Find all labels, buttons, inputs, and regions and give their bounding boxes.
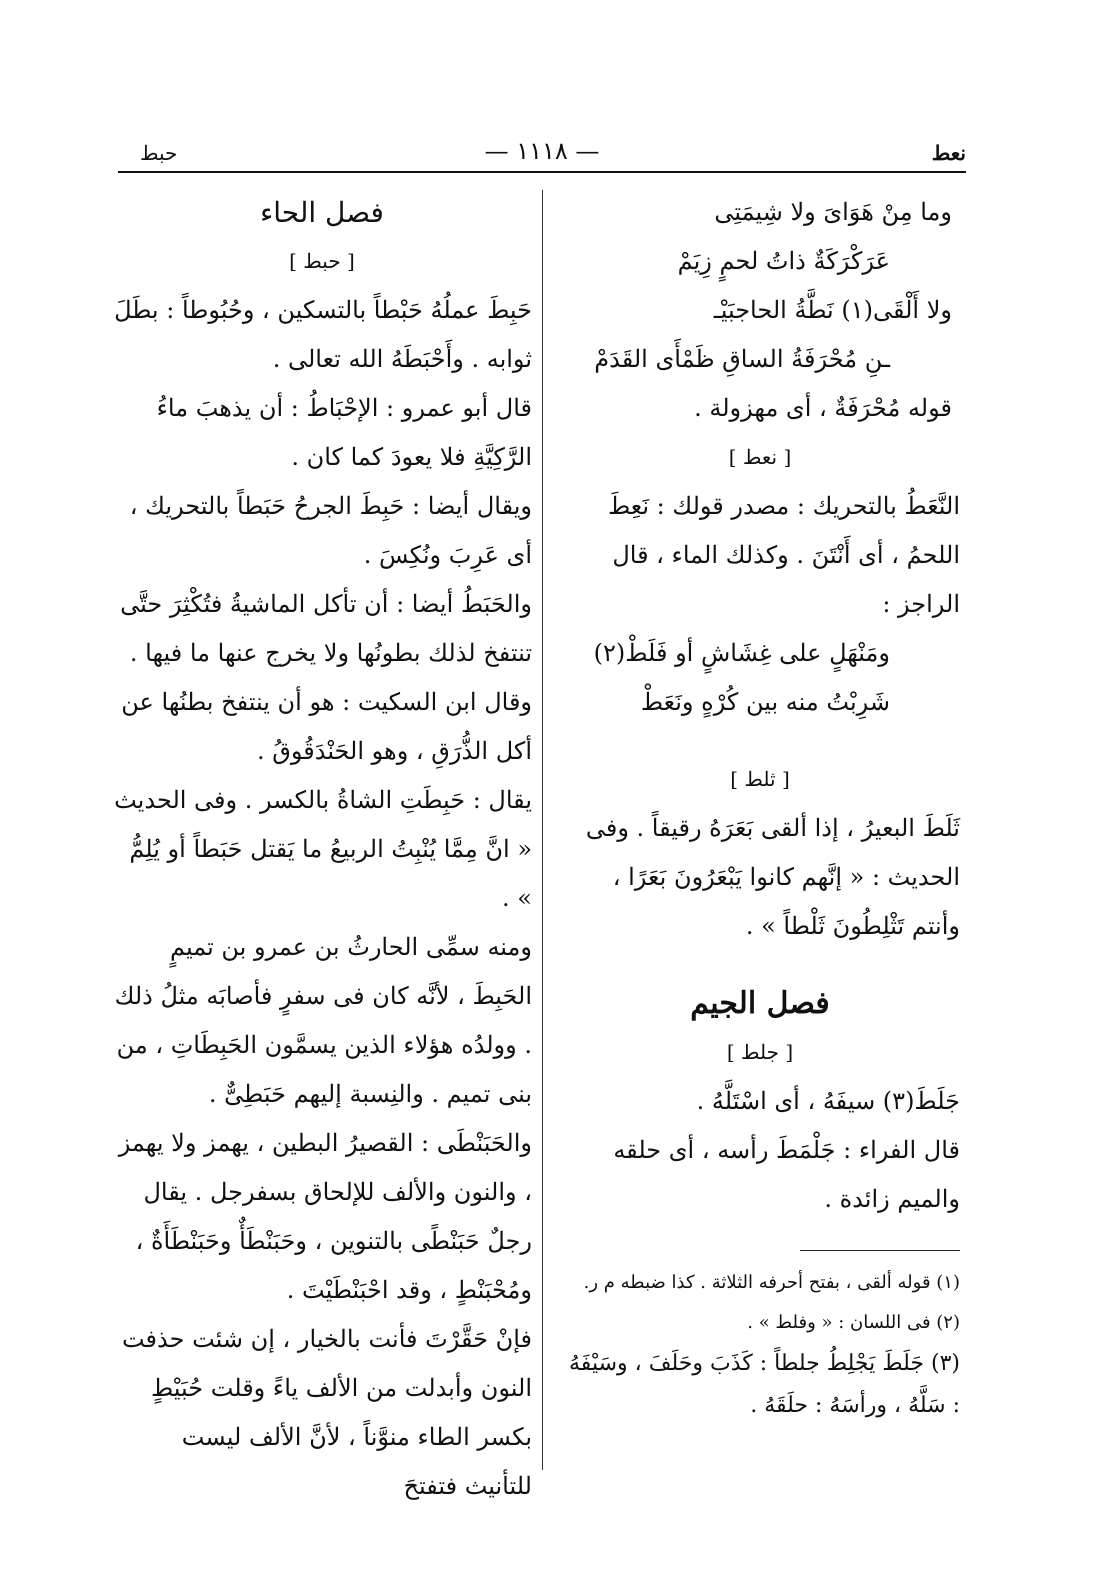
paragraph: يقال : حَبِطَتِ الشاةُ بالكسر . وفى الحديث « انَّ مِمَّا يُنْبِتُ الربيعُ ما يَقتل حَبَطاً أو يُلِمُّ » . (114, 786, 532, 912)
gloss: قوله مُحْرَفَةٌ ، أى مهزولة . (694, 394, 952, 422)
headword-naat: [ نعط ] (728, 445, 792, 469)
entry-jalat: جَلَطَ(٣) سيفَهُ ، أى اسْتَلَّهُ . (696, 1087, 960, 1115)
left-column (112, 188, 532, 1511)
header-rule (118, 171, 966, 173)
headword-jalat: [ جلط ] (726, 1040, 794, 1064)
paragraph: والحَبَطُ أيضا : أن تأكل الماشيةُ فتُكْثِرَ حتَّى تنتفخ لذلك بطونُها ولا يخرج عنها ما فيها . (120, 590, 532, 667)
paragraph: قال أبو عمرو : الإحْبَاطُ : أن يذهبَ ماءُ الرَّكِيَّةِ فلا يعودَ كما كان . (156, 394, 532, 471)
paragraph: حَبِطَ عملُهُ حَبْطاً بالتسكين ، وحُبُوطاً : بطَلَ ثوابه . وأَحْبَطَهُ الله تعالى . (114, 296, 532, 373)
headword-thalat: [ ثلط ] (730, 767, 790, 791)
right-column (560, 188, 960, 1427)
paragraph: والحَبَنْطَى : القصيرُ البطين ، يهمز ولا يهمز ، والنون والألف للإلحاق بسفرجل . يقال رجلٌ حَبَنْطًى بالتنوين ، وحَبَنْطَأٌ وحَبَنْطَأَةٌ ، ومُحْبَنْطٍ ، وقد احْبَنْطَيْتَ . (118, 1129, 532, 1304)
page-number: — ١١١٨ — (484, 137, 600, 165)
verse-line: ومَنْهَلٍ على غِشَاشٍ أو فَلَطْ(٢) (593, 639, 890, 667)
section-heading-ha: فصل الحاء (260, 196, 384, 229)
footnote-2: (٢) فى اللسان : « وفلط » . (747, 1312, 960, 1333)
verse-line: عَرَكْرَكَةٌ ذاتُ لحمٍ زِيَمْ (677, 247, 890, 275)
entry-thalat: ثَلَطَ البعيرُ ، إذا ألقى بَعَرَهُ رقيقاً . وفى الحديث : « إنَّهم كانوا يَبْعَرُونَ بَعَرًا ، وأنتم تَثْلِطُونَ ثَلْطاً » . (585, 814, 960, 940)
entry-naat: النَّعَطُ بالتحريك : مصدر قولك : نَعِطَ اللحمُ ، أى أَنْتَنَ . وكذلك الماء ، قال الراجز : (607, 492, 960, 618)
headword-habat: [ حبط ] (289, 249, 355, 273)
footnote-rule (800, 1250, 960, 1251)
running-head-right: نعط (931, 141, 966, 165)
paragraph: وقال ابن السكيت : هو أن ينتفخ بطنُها عن أكل الذُّرَقِ ، وهو الحَنْدَقُوقُ . (121, 688, 532, 765)
verse-line: ولا أَلْقَى(١) نَطَّةُ الحاجبَيْـ (713, 296, 952, 324)
paragraph: فإنْ حَقَّرْتَ فأنت بالخيار ، إن شئت حذفت النون وأبدلت من الألف ياءً وقلت حُبَيْطٍ بكسر الطاء منوَّناً ، لأنَّ الألف ليست للتأنيث فتفتحَ (121, 1325, 532, 1500)
entry-farra: قال الفراء : جَلْمَطَ رأسه ، أى حلقه والميم زائدة . (613, 1136, 960, 1213)
running-head-left: حبط (140, 141, 178, 165)
page-header (118, 133, 966, 173)
paragraph: ومنه سمِّى الحارثُ بن عمرو بن تميمٍ الحَبِطَ ، لأنَّه كان فى سفرٍ فأصابَه مثلُ ذلك . وولدُه هؤلاء الذين يسمَّون الحَبِطَاتِ ، من بنى تميم . والنِسبة إليهم حَبَطِىٌّ . (114, 933, 532, 1108)
paragraph: ويقال أيضا : حَبِطَ الجرحُ حَبَطاً بالتحريك ، أى عَرِبَ ونُكِسَ . (129, 492, 532, 569)
column-divider (542, 190, 543, 1470)
verse-line: ـنِ مُحْرَفَةُ الساقِ ظَمْأَى القَدَمْ (594, 345, 890, 373)
footnote-1: (١) قوله ألقى ، بفتح أحرفه الثلاثة . كذا ضبطه م ر. (583, 1272, 960, 1293)
section-heading-jim: فصل الجيم (690, 986, 830, 1021)
verse-line: وما مِنْ هَوَاىَ ولا شِيمَتِى (714, 198, 952, 226)
footnote-3: (٣) جَلَطَ يَجْلِطُ جلطاً : كَذَبَ وحَلَفَ ، وسَيْفَهُ : سَلَّهُ ، ورأسَهُ : حلَقَهُ . (569, 1351, 960, 1418)
verse-line: شَرِبْتُ منه بين كُرْهٍ ونَعَطْ (640, 688, 890, 716)
